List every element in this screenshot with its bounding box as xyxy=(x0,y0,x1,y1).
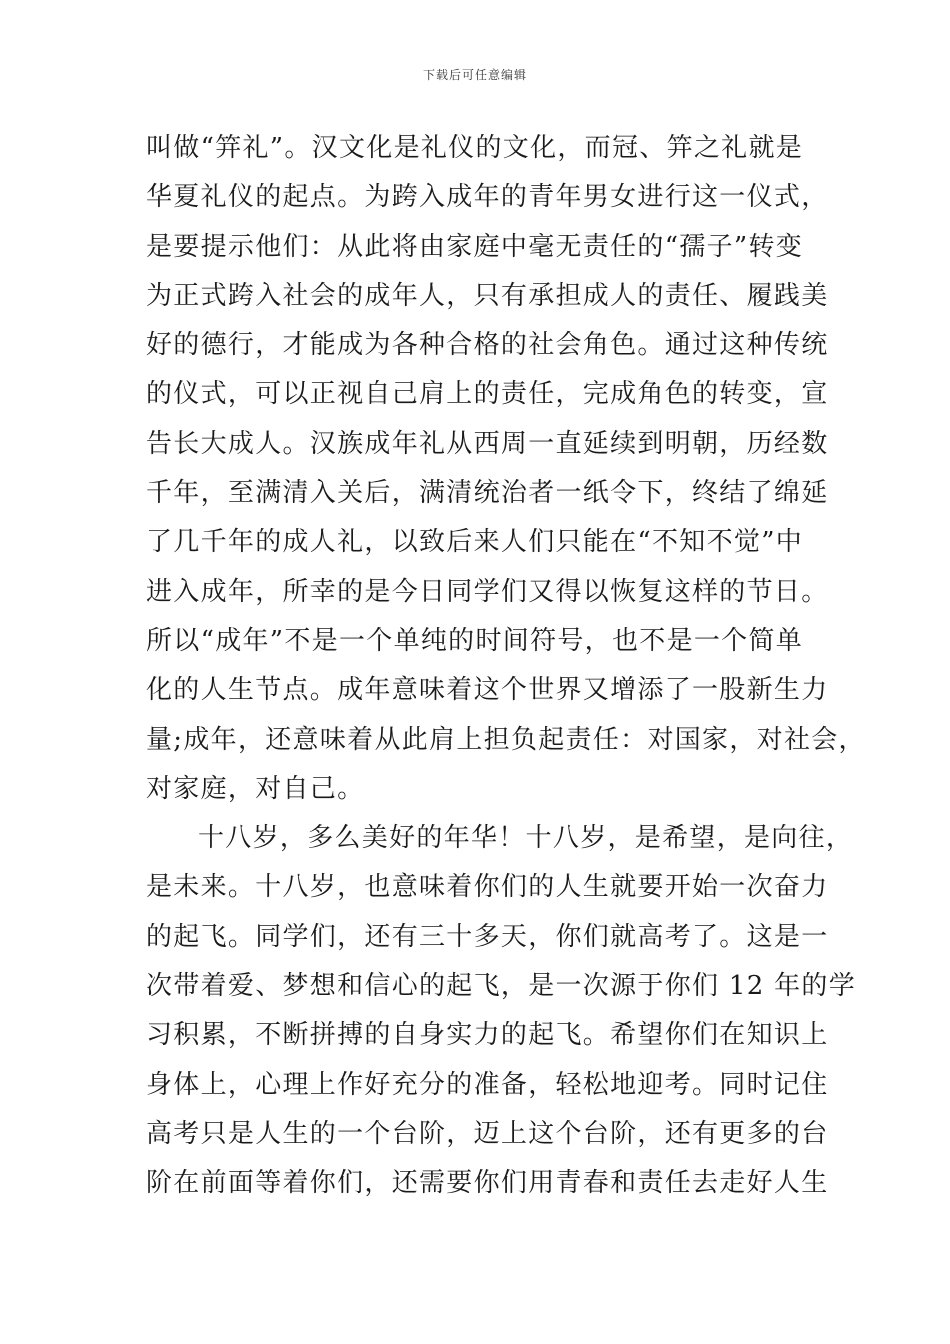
paragraph xyxy=(146,814,857,1208)
text-line: 所以“成年”不是一个单纯的时间符号，也不是一个简单 xyxy=(146,625,804,656)
text-line: 的起飞。同学们，还有三十多天，你们就高考了。这是一 xyxy=(146,921,829,952)
text-line: 是要提示他们：从此将由家庭中毫无责任的“孺子”转变 xyxy=(146,231,804,262)
text-line: 叫做“笄礼”。汉文化是礼仪的文化，而冠、笄之礼就是 xyxy=(146,133,804,163)
text-line: 化的人生节点。成年意味着这个世界又增添了一股新生力 xyxy=(146,675,829,706)
text-line: 是未来。十八岁，也意味着你们的人生就要开始一次奋力 xyxy=(146,872,829,903)
text-line: 为正式跨入社会的成年人，只有承担成人的责任、履践美 xyxy=(146,280,829,311)
text-line: 告长大成人。汉族成年礼从西周一直延续到明朝，历经数 xyxy=(146,428,829,459)
document-body xyxy=(146,124,866,1209)
text-line: 次带着爱、梦想和信心的起飞，是一次源于你们 12 年的学 xyxy=(146,971,857,1002)
text-line: 身体上，心理上作好充分的准备，轻松地迎考。同时记住 xyxy=(146,1069,829,1100)
page-header: 下载后可任意编辑 xyxy=(422,68,527,82)
text-line: 高考只是人生的一个台阶，迈上这个台阶，还有更多的台 xyxy=(146,1118,829,1149)
text-line: 了几千年的成人礼，以致后来人们只能在“不知不觉”中 xyxy=(146,527,804,558)
text-line: 量;成年，还意味着从此肩上担负起责任：对国家，对社会， xyxy=(146,724,866,755)
text-line: 十八岁，多么美好的年华！十八岁，是希望，是向往， xyxy=(198,823,854,854)
text-line: 习积累，不断拼搏的自身实力的起飞。希望你们在知识上 xyxy=(146,1020,829,1051)
text-line: 的仪式，可以正视自己肩上的责任，完成角色的转变，宣 xyxy=(146,379,829,410)
text-line: 华夏礼仪的起点。为跨入成年的青年男女进行这一仪式， xyxy=(146,182,829,213)
text-line: 进入成年，所幸的是今日同学们又得以恢复这样的节日。 xyxy=(146,576,829,607)
paragraph xyxy=(146,124,866,814)
text-line: 好的德行，才能成为各种合格的社会角色。通过这种传统 xyxy=(146,330,829,361)
text-line: 千年，至满清入关后，满清统治者一纸令下，终结了绵延 xyxy=(146,478,829,509)
text-line: 对家庭，对自己。 xyxy=(146,773,365,804)
text-line: 阶在前面等着你们，还需要你们用青春和责任去走好人生 xyxy=(146,1168,829,1199)
